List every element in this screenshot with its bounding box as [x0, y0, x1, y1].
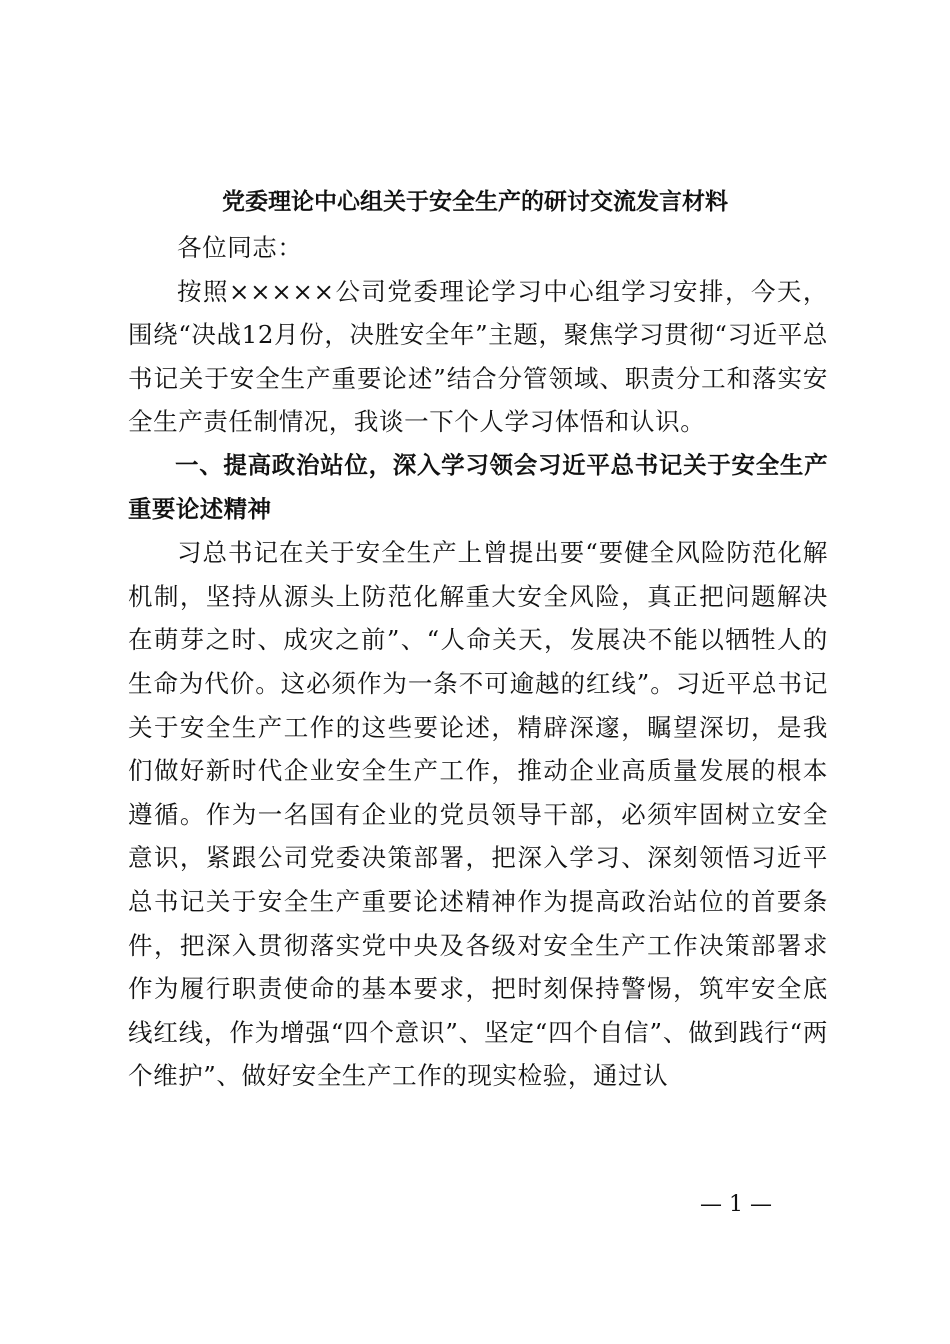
salutation: 各位同志：: [177, 233, 303, 262]
page-number: — 1 —: [700, 1192, 772, 1217]
document-body: [128, 226, 828, 1098]
document-title: 党委理论中心组关于安全生产的研讨交流发言材料: [222, 188, 728, 215]
section-1-paragraph: 习总书记在关于安全生产上曾提出要“要健全风险防范化解机制，坚持从源头上防范化解重大安全风险，真正把问题解决在萌芽之时、成灾之前”、“人命关天，发展决不能以牺牲人的生命为代价。这必须作为一条不可逾越的红线”。习近平总书记关于安全生产工作的这些要论述，精辟深邃，瞩望深切，是我们做好新时代企业安全生产工作，推动企业高质量发展的根本遵循。作为一名国有企业的党员领导干部，必须牢固树立安全意识，紧跟公司党委决策部署，把深入学习、深刻领悟习近平总书记关于安全生产重要论述精神作为提高政治站位的首要条件，把深入贯彻落实党中央及各级对安全生产工作决策部署求作为履行职责使命的基本要求，把时刻保持警惕，筑牢安全底线红线，作为增强“四个意识”、坚定“四个自信”、做到践行“两个维护”、做好安全生产工作的现实检验，通过认: [128, 538, 828, 1091]
intro-paragraph: 按照×××××公司党委理论学习中心组学习安排，今天，围绕“决战12月份，决胜安全年”主题，聚焦学习贯彻“习近平总书记关于安全生产重要论述”结合分管领域、职责分工和落实安全生产责任制情况，我谈一下个人学习体悟和认识。: [128, 276, 828, 437]
section-heading-1: 一、提高政治站位，深入学习领会习近平总书记关于安全生产重要论述精神: [128, 450, 828, 523]
